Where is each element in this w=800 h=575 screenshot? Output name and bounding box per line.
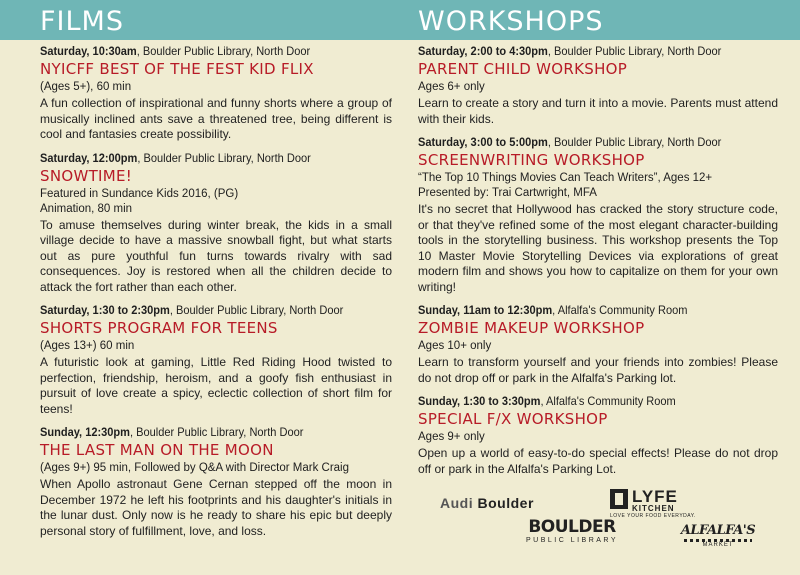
- boulder-public-library-logo: BOULDER PUBLIC LIBRARY: [525, 517, 619, 544]
- event-meta: Ages 9+ only: [418, 431, 485, 443]
- event-when: Saturday, 1:30 to 2:30pm, Boulder Public Library, North Door: [40, 303, 344, 317]
- workshops-header: [402, 0, 800, 40]
- lyfe-kitchen-logo: LYFE KITCHEN LOVE YOUR FOOD EVERYDAY.: [610, 487, 696, 519]
- event-description: Open up a world of easy-to-do special effects! Please do not drop off or park in the Alfalfa's Parking Lot.: [418, 446, 778, 476]
- event-meta: Featured in Sundance Kids 2016, (PG): [40, 187, 239, 200]
- event-description: Learn to transform yourself and your friends into zombies! Please do not drop off or park in the Alfalfa's Parking lot.: [418, 355, 778, 385]
- audi-boulder-logo: Audi Boulder: [440, 495, 534, 511]
- workshop-event: [418, 303, 778, 386]
- event-title: SHORTS PROGRAM FOR TEENS: [40, 319, 278, 337]
- films-column: [0, 0, 402, 547]
- films-heading: FILMS: [40, 6, 124, 37]
- event-meta: Ages 10+ only: [418, 340, 492, 352]
- event-when: Saturday, 3:00 to 5:00pm, Boulder Public Library, North Door: [418, 135, 722, 149]
- event-description: A futuristic look at gaming, Little Red Riding Hood twisted to perfection, friendship, heroism, and a goofy fish enthusiast in pursuit of love create a spicy, eclectic collection of short film for teens!: [40, 355, 392, 416]
- event-meta: (Ages 13+) 60 min: [40, 340, 135, 352]
- film-event: [40, 44, 392, 143]
- event-when: Sunday, 11am to 12:30pm, Alfalfa's Community Room: [418, 303, 688, 317]
- workshop-event: [418, 394, 778, 477]
- event-when: Sunday, 12:30pm, Boulder Public Library, North Door: [40, 425, 304, 439]
- event-description: It's no secret that Hollywood has cracked the story structure code, or that they've refined some of the most elegant character-building tools in the storytelling business. This workshop presents the Top 10 Master Movie Storytelling Devices via explorations of great modern film and shows you how to capitalize on them for your own writing!: [418, 202, 778, 294]
- event-description: To amuse themselves during winter break, the kids in a small village decide to have a massive snowball fight, but what starts out as pure youthful fun turns towards rivalry with sad consequences. Joy is restored when all the children decide to attack the fort rather than each other.: [40, 217, 392, 294]
- film-event: [40, 151, 392, 296]
- event-meta: (Ages 9+) 95 min, Followed by Q&A with Director Mark Craig: [40, 462, 350, 474]
- event-title: SNOWTIME!: [40, 166, 133, 185]
- film-event: [40, 303, 392, 417]
- event-title: SCREENWRITING WORKSHOP: [418, 151, 645, 169]
- event-meta: (Ages 5+), 60 min: [40, 81, 132, 93]
- event-title: ZOMBIE MAKEUP WORKSHOP: [418, 319, 645, 337]
- event-when: Saturday, 2:00 to 4:30pm, Boulder Public Library, North Door: [418, 44, 722, 58]
- event-description: Learn to create a story and turn it into a movie. Parents must attend with their kids.: [418, 96, 778, 126]
- films-list: [0, 40, 402, 539]
- event-meta: “The Top 10 Things Movies Can Teach Writers”, Ages 12+: [418, 172, 713, 184]
- event-title: PARENT CHILD WORKSHOP: [418, 60, 628, 78]
- event-when: Sunday, 1:30 to 3:30pm, Alfalfa's Community Room: [418, 394, 676, 408]
- event-description: A fun collection of inspirational and funny shorts where a group of musically inclined ants save a threatened tree, being different is cool and fantasies create possibility.: [40, 96, 392, 141]
- workshops-heading: WORKSHOPS: [418, 6, 604, 37]
- films-header: [0, 0, 402, 40]
- workshop-event: [418, 44, 778, 127]
- event-title: NYICFF BEST OF THE FEST KID FLIX: [40, 60, 314, 78]
- event-meta: Animation, 80 min: [40, 202, 133, 215]
- event-meta: Presented by: Trai Cartwright, MFA: [418, 187, 597, 199]
- event-meta: Ages 6+ only: [418, 81, 485, 93]
- event-when: Saturday, 12:00pm, Boulder Public Library, North Door: [40, 150, 311, 165]
- lyfe-mark-icon: [610, 489, 628, 509]
- event-title: SPECIAL F/X WORKSHOP: [418, 410, 608, 428]
- film-event: [40, 425, 392, 539]
- event-description: When Apollo astronaut Gene Cernan stepped off the moon in December 1972 he left his footprints and his daughter's initials in the lunar dust. Only now is he ready to share his epic but deeply personal story of fulfillment, love, and loss.: [40, 477, 392, 538]
- workshop-event: [418, 135, 778, 295]
- event-title: THE LAST MAN ON THE MOON: [40, 441, 274, 459]
- workshops-column: [402, 0, 800, 575]
- alfalfas-market-logo: ALFALFA'S MARKET: [680, 523, 756, 548]
- event-when: Saturday, 10:30am, Boulder Public Library, North Door: [40, 44, 311, 58]
- workshops-list: [402, 40, 800, 477]
